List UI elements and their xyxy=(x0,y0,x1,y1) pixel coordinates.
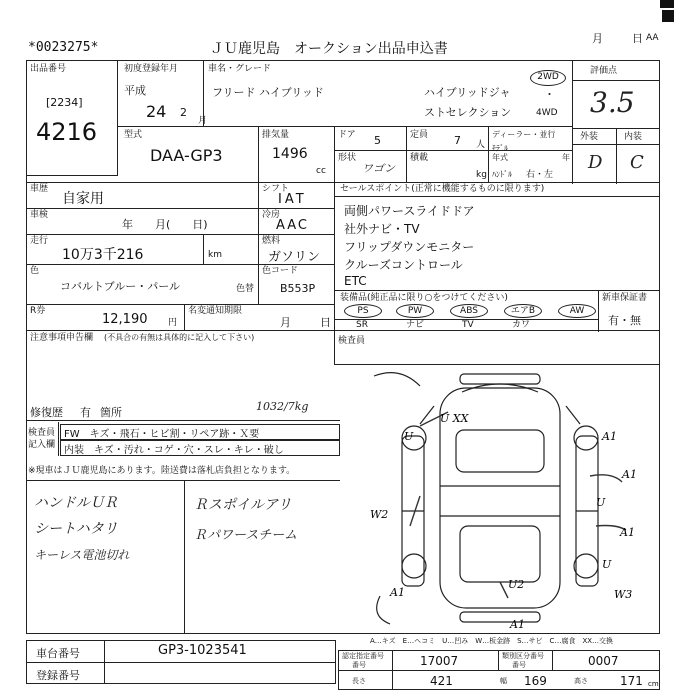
tax-label: R券 xyxy=(30,306,46,316)
divider xyxy=(26,420,340,421)
load-label: 積載 xyxy=(410,153,429,163)
divider xyxy=(26,330,660,331)
int-value: C xyxy=(630,152,644,173)
fuel-value: ガソリン xyxy=(268,250,321,265)
handle-label: ﾊﾝﾄﾞﾙ xyxy=(492,170,512,179)
registration-label: 登録番号 xyxy=(36,669,80,682)
shift-label: シフト xyxy=(262,184,290,194)
lot-number: 4216 xyxy=(36,118,98,146)
length-label: 長さ xyxy=(352,677,366,685)
divider xyxy=(184,480,185,634)
divider xyxy=(572,80,660,81)
drive-4wd: 4WD xyxy=(536,108,558,118)
mileage-unit: km xyxy=(208,250,222,260)
model-name: フリード ハイブリッド xyxy=(212,86,324,99)
mark-label: U xyxy=(404,430,414,443)
divider xyxy=(26,182,660,183)
divider xyxy=(598,290,599,332)
int-label: 内装 xyxy=(624,132,643,142)
divider xyxy=(26,480,340,481)
dealer-unit: 年 xyxy=(562,153,570,162)
corner-mark-1 xyxy=(660,0,674,8)
divider xyxy=(552,650,553,670)
newcar-label: 新車保証書 xyxy=(602,293,648,303)
hand-note-left-2: シートハタリ xyxy=(34,521,118,537)
lot-sub: [2234] xyxy=(46,96,83,109)
notice-sub: (不具合の有無は具体的に記入して下さい) xyxy=(104,333,255,342)
handle-value: 右・左 xyxy=(526,170,554,180)
equip-airbag: エアB xyxy=(504,304,542,318)
dealer-label: ディーラー・並行 xyxy=(492,130,556,139)
divider xyxy=(334,150,572,151)
mileage-value: 10万3千216 xyxy=(62,247,144,263)
colorcode-label: 色コード xyxy=(262,266,299,276)
sales-item: フリップダウンモニター xyxy=(344,240,475,254)
width-label: 幅 xyxy=(500,677,507,685)
load-unit: kg xyxy=(476,170,487,180)
notice-label: 注意事項申告欄 xyxy=(30,333,94,343)
cert-value: 17007 xyxy=(420,654,459,668)
insp-staff-label2: 記入欄 xyxy=(28,440,56,450)
colorcode-value: B553P xyxy=(280,282,316,295)
divider xyxy=(334,330,335,364)
origin-label: 車歴 xyxy=(30,184,49,194)
damage-legend: A…キズ E…ヘコミ U…凹み W…板金跡 S…サビ C…腐食 XX…交換 xyxy=(370,637,614,645)
cat-label: 類別区分番号 xyxy=(502,652,544,660)
divider xyxy=(104,640,105,684)
mark-label: W3 xyxy=(614,588,633,601)
disp-unit: cc xyxy=(316,166,326,176)
reg-era: 平成 xyxy=(124,84,146,97)
equip-abs: ABS xyxy=(450,304,488,318)
chassis-value: GP3-1023541 xyxy=(158,643,247,658)
divider xyxy=(392,650,393,690)
drive-dot: ・ xyxy=(544,88,555,101)
divider xyxy=(203,60,204,126)
mark-label: U XX xyxy=(440,412,469,425)
score-value: 3.5 xyxy=(590,86,635,119)
equip-leather: カワ xyxy=(512,320,531,330)
doors-label: ドア xyxy=(338,130,356,140)
insp-row2: 内装 キズ・汚れ・コゲ・穴・スレ・キレ・破し xyxy=(64,445,284,456)
divider xyxy=(616,128,617,184)
ac-value: AAC xyxy=(276,218,309,233)
equip-sr: SR xyxy=(356,320,368,330)
divider xyxy=(334,196,660,197)
doors-value: 5 xyxy=(374,134,381,147)
divider xyxy=(258,182,259,304)
score-label: 評価点 xyxy=(590,66,618,76)
tax-value: 12,190 xyxy=(102,312,148,327)
divider xyxy=(498,650,499,670)
car-damage-diagram xyxy=(340,366,660,632)
insp-label: 車検 xyxy=(30,210,49,220)
repair-label: 修復歴 xyxy=(30,406,63,419)
capacity-label: 定員 xyxy=(410,130,429,140)
divider xyxy=(338,670,660,671)
reg-month-unit: 月 xyxy=(198,116,208,126)
reg-month: 2 xyxy=(180,106,187,119)
length-value: 421 xyxy=(430,674,453,688)
mark-label: U xyxy=(596,496,606,509)
mark-label: A1 xyxy=(390,586,405,599)
equip-aw: AW xyxy=(558,304,596,318)
equip-ps: PS xyxy=(344,304,382,318)
sales-item: 社外ナビ・TV xyxy=(344,222,420,236)
ext-label: 外装 xyxy=(580,132,599,142)
divider xyxy=(26,208,334,209)
header-am: AA xyxy=(646,33,659,43)
equip-title: 装備品(純正品に限り○をつけてください) xyxy=(340,293,508,303)
corner-mark-2 xyxy=(662,10,674,22)
grade-line1: ハイブリッドジャ xyxy=(424,86,511,99)
form-title: ＪＵ鹿児島 オークション出品申込書 xyxy=(210,41,448,57)
barcode-serial: *0023275* xyxy=(28,40,99,55)
hand-note-left-1: ハンドルＵＲ xyxy=(34,495,118,511)
equip-pw: PW xyxy=(396,304,434,318)
diagram-title: 検査員 xyxy=(338,336,366,346)
divider xyxy=(334,364,660,365)
sales-item: 両側パワースライドドア xyxy=(344,204,475,218)
shape-label: 形状 xyxy=(338,153,357,163)
divider xyxy=(26,304,334,305)
cat-value: 0007 xyxy=(588,654,619,668)
mark-label: U2 xyxy=(508,578,525,591)
mark-label: A1 xyxy=(620,526,635,539)
tax-unit: 円 xyxy=(168,318,178,328)
divider xyxy=(26,662,336,663)
insp-value: 年 月( 日) xyxy=(122,218,208,231)
repair-hand: 1032/7kg xyxy=(256,400,309,413)
namechange-day: 日 xyxy=(320,316,331,329)
disp-value: 1496 xyxy=(272,146,308,162)
color-label: 色 xyxy=(30,266,40,276)
ac-label: 冷房 xyxy=(262,210,281,220)
mileage-label: 走行 xyxy=(30,236,49,246)
hand-note-left-3: キーレス電池切れ xyxy=(34,548,130,562)
insp-row1: FW キズ・飛石・ヒビ割・リペア跡・Ｘ要 xyxy=(64,429,260,440)
divider xyxy=(334,182,335,330)
color-tone-label: 色替 xyxy=(236,284,255,294)
mark-label: U xyxy=(602,558,612,571)
origin-value: 自家用 xyxy=(62,191,104,207)
shift-value: IAT xyxy=(278,192,307,207)
divider xyxy=(203,234,204,264)
capacity-value: 7 xyxy=(454,134,461,147)
disclaimer: ※現車はＪＵ鹿児島にあります。陸送費は落札店負担となります。 xyxy=(28,466,296,476)
dealer-sub2: 年式 xyxy=(492,153,508,162)
namechange-month: 月 xyxy=(280,316,291,329)
mark-label: A1 xyxy=(622,468,637,481)
color-value: コバルトブルー・パール xyxy=(60,280,181,293)
divider xyxy=(184,304,185,330)
capacity-unit: 人 xyxy=(476,140,486,150)
divider xyxy=(334,126,335,182)
height-value: 171 xyxy=(620,674,643,688)
type-label: 型式 xyxy=(124,130,143,140)
fuel-label: 燃料 xyxy=(262,236,281,246)
cert-sub: 番号 xyxy=(352,661,366,669)
hand-note-right-1: Ｒスポイルアリ xyxy=(194,497,292,513)
insp-staff-label1: 検査員 xyxy=(28,428,56,438)
newcar-value: 有・無 xyxy=(608,314,641,327)
equip-navi: ナビ xyxy=(406,320,425,330)
reg-label: 初度登録年月 xyxy=(124,64,179,74)
disp-label: 排気量 xyxy=(262,130,290,140)
dims-unit: cm xyxy=(648,680,659,688)
sales-item: ETC xyxy=(344,274,367,288)
divider xyxy=(26,234,334,235)
hand-note-right-2: Ｒパワースチーム xyxy=(194,528,298,543)
sales-item: クルーズコントロール xyxy=(344,258,463,272)
chassis-label: 車台番号 xyxy=(36,647,80,660)
header-month: 月 xyxy=(592,32,603,45)
divider xyxy=(488,126,489,182)
namechange-label: 名変通知期限 xyxy=(188,306,243,316)
model-label: 車名・グレード xyxy=(208,64,272,74)
divider xyxy=(572,60,573,184)
reg-year: 24 xyxy=(146,102,167,121)
width-value: 169 xyxy=(524,674,547,688)
divider xyxy=(118,126,572,127)
mark-label: A1 xyxy=(602,430,617,443)
divider xyxy=(258,126,259,182)
header-day: 日 xyxy=(632,32,643,45)
height-label: 高さ xyxy=(574,677,588,685)
mark-label: A1 xyxy=(510,618,525,631)
divider xyxy=(334,290,660,291)
grade-line2: ストセレクション xyxy=(424,106,512,119)
repair-unit: 箇所 xyxy=(100,406,122,419)
dealer-sub1: ﾓﾃﾞﾙ xyxy=(492,144,508,153)
ext-value: D xyxy=(588,152,603,173)
mark-label: W2 xyxy=(370,508,389,521)
cat-sub: 番号 xyxy=(512,661,526,669)
type-value: DAA-GP3 xyxy=(150,146,223,165)
equip-tv: TV xyxy=(462,320,474,330)
divider xyxy=(58,422,59,456)
drive-2wd: 2WD xyxy=(530,70,566,86)
sales-title: セールスポイント(正常に機能するものに限ります) xyxy=(340,184,545,194)
lot-label: 出品番号 xyxy=(30,64,67,74)
repair-value: 有 xyxy=(80,406,91,419)
cert-label: 認定指定番号 xyxy=(342,652,384,660)
shape-value: ワゴン xyxy=(362,162,395,175)
divider xyxy=(26,264,334,265)
divider xyxy=(406,126,407,182)
